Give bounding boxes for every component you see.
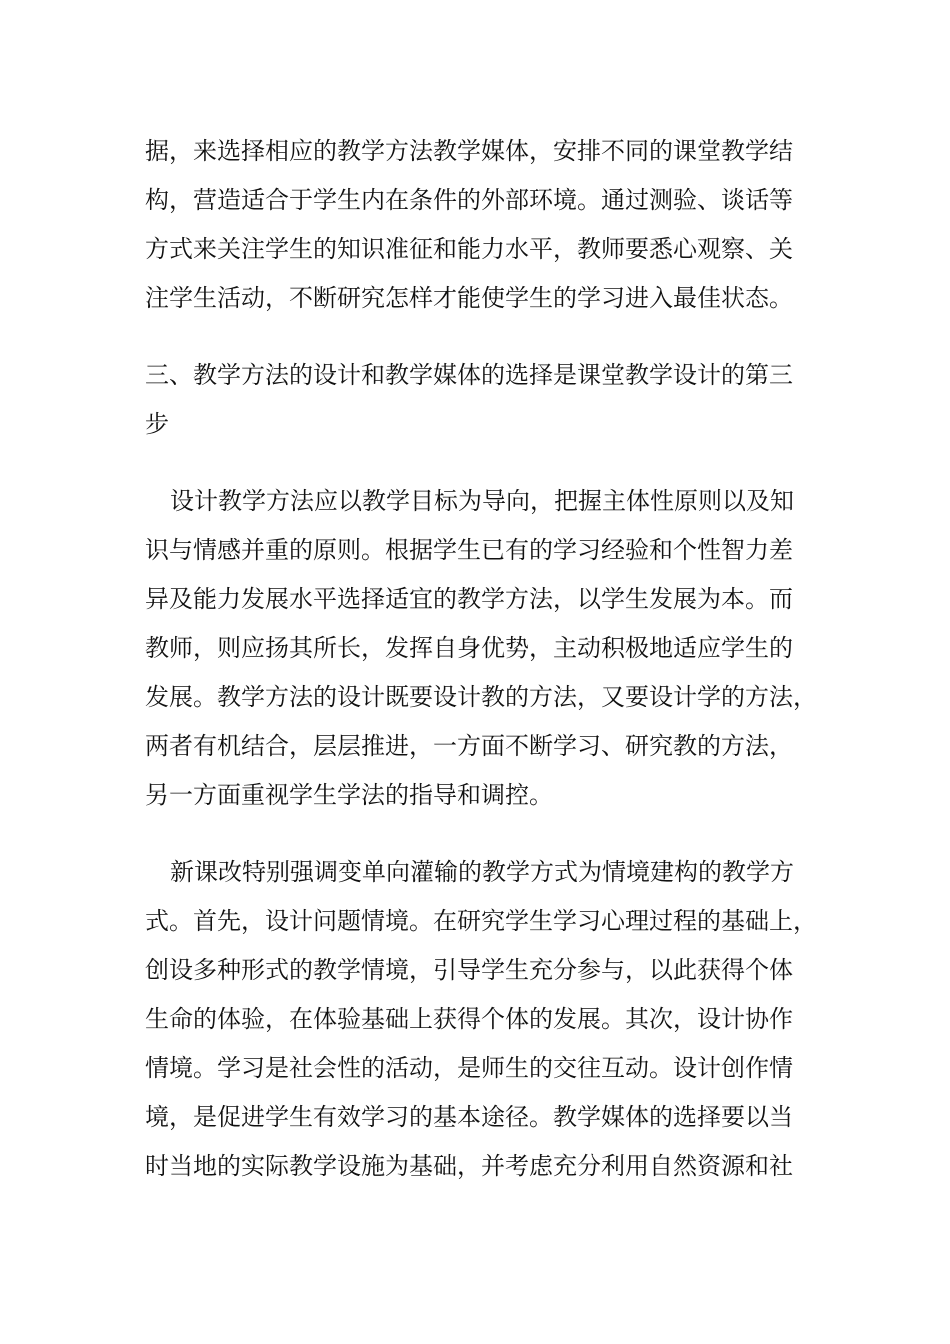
text-line: 发展。教学方法的设计既要设计教的方法，又要设计学的方法， bbox=[145, 683, 817, 711]
text-line: 识与情感并重的原则。根据学生已有的学习经验和个性智力差 bbox=[145, 536, 793, 564]
text-line: 另一方面重视学生学法的指导和调控。 bbox=[145, 781, 553, 809]
text-line: 注学生活动，不断研究怎样才能使学生的学习进入最佳状态。 bbox=[145, 284, 793, 312]
text-line: 设计教学方法应以教学目标为导向，把握主体性原则以及知 bbox=[170, 487, 794, 515]
heading-line: 步 bbox=[145, 410, 169, 438]
text-line: 教师，则应扬其所长，发挥自身优势，主动积极地适应学生的 bbox=[145, 634, 793, 662]
text-line: 情境。学习是社会性的活动，是师生的交往互动。设计创作情 bbox=[145, 1054, 793, 1082]
text-line: 创设多种形式的教学情境，引导学生充分参与，以此获得个体 bbox=[145, 956, 793, 984]
text-line: 方式来关注学生的知识准征和能力水平，教师要悉心观察、关 bbox=[145, 235, 793, 263]
text-line: 异及能力发展水平选择适宜的教学方法，以学生发展为本。而 bbox=[145, 585, 793, 613]
text-line: 两者有机结合，层层推进，一方面不断学习、研究教的方法， bbox=[145, 732, 793, 760]
text-line: 生命的体验，在体验基础上获得个体的发展。其次，设计协作 bbox=[145, 1005, 793, 1033]
text-line: 构，营造适合于学生内在条件的外部环境。通过测验、谈话等 bbox=[145, 186, 793, 214]
text-line: 境，是促进学生有效学习的基本途径。教学媒体的选择要以当 bbox=[145, 1103, 793, 1131]
text-line: 新课改特别强调变单向灌输的教学方式为情境建构的教学方 bbox=[170, 858, 794, 886]
heading-line: 三、教学方法的设计和教学媒体的选择是课堂教学设计的第三 bbox=[145, 361, 793, 389]
text-line: 时当地的实际教学设施为基础，并考虑充分利用自然资源和社 bbox=[145, 1152, 793, 1180]
text-line: 式。首先，设计问题情境。在研究学生学习心理过程的基础上， bbox=[145, 907, 817, 935]
text-line: 据，来选择相应的教学方法教学媒体，安排不同的课堂教学结 bbox=[145, 137, 793, 165]
